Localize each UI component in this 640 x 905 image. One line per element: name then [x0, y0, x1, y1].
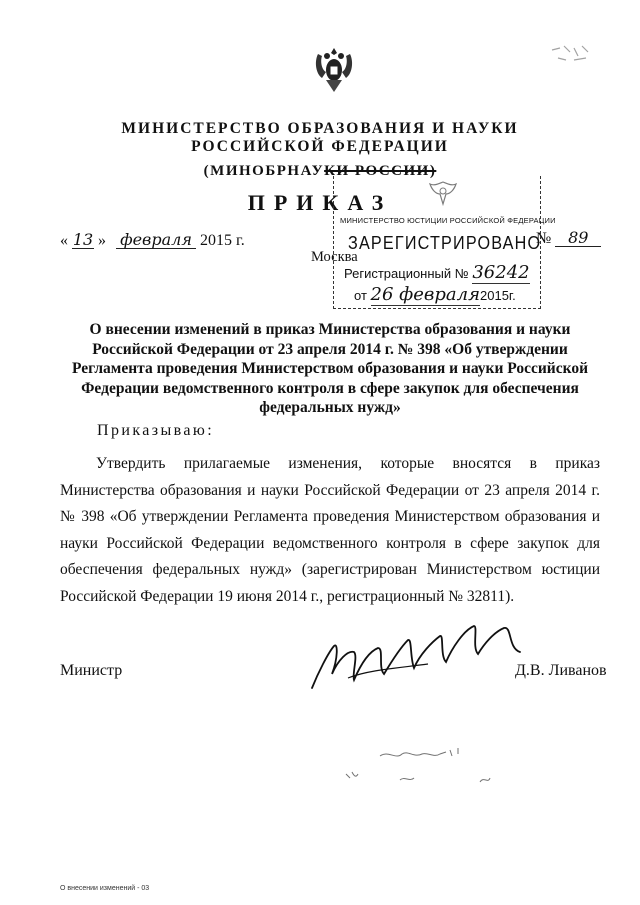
date-open-quote: « [60, 232, 68, 249]
stamp-date-label: от [354, 288, 367, 303]
registration-stamp [333, 176, 556, 309]
ministry-name-line2: РОССИЙСКОЙ ФЕДЕРАЦИИ [191, 138, 449, 155]
ministry-short-name [0, 163, 640, 180]
stamp-registration-number-row [344, 262, 530, 283]
ministry-short-open: (МИНОБРНАУ [203, 163, 325, 179]
order-date [60, 231, 245, 250]
corner-stamp-mark [548, 38, 596, 68]
document-footer-code: О внесении изменений - 03 [60, 885, 150, 892]
stamp-reg-label: Регистрационный № [344, 266, 469, 281]
stamp-date-row [354, 284, 516, 305]
number-value: 89 [555, 229, 601, 247]
order-city: Москва [311, 249, 358, 265]
stamp-reg-number: 36242 [472, 262, 530, 283]
stamp-date-year: 2015г. [480, 288, 516, 303]
coat-of-arms-emblem [312, 44, 356, 96]
order-number [536, 229, 601, 248]
date-close-quote: » [98, 232, 106, 249]
handwritten-annotation [340, 746, 510, 792]
ministry-short-struck: КИ РОССИИ) [324, 163, 437, 179]
handwritten-signature [308, 618, 534, 698]
stamp-registered: ЗАРЕГИСТРИРОВАНО [348, 233, 542, 253]
number-label: № [536, 230, 552, 247]
order-subject: О внесении изменений в приказ Министерства образования и науки Российской Федерации от 23 апреля 2014 г. № 398 «Об утверждении Регламента проведения Министерством образования и науки Российской Федерации ведомственного контроля в сфере закупок для обеспечения федеральных нужд» [71, 321, 589, 416]
stamp-eagle-icon [424, 178, 462, 208]
ministry-name-line1: МИНИСТЕРСТВО ОБРАЗОВАНИЯ И НАУКИ [121, 120, 519, 137]
order-title: ПРИКАЗ [247, 190, 393, 215]
signatory-title: Министр [60, 662, 123, 679]
date-day: 13 [72, 230, 94, 249]
date-year: 2015 г. [200, 232, 245, 249]
stamp-date-value: 26 февраля [370, 284, 481, 305]
order-directive: Приказываю: [97, 422, 215, 439]
date-month: февраля [116, 231, 196, 249]
order-body: Утвердить прилагаемые изменения, которые вносятся в приказ Министерства образования и науки Российской Федерации от 23 апреля 2014 г. № 398 «Об утверждении Регламента проведения Министерством образования и науки Российской Федерации ведомственного контроля в сфере закупок для обеспечения федеральных нужд» (зарегистрирован Министерством юстиции Российской Федерации 19 июня 2014 г., регистрационный № 32811). [60, 455, 600, 605]
stamp-authority: МИНИСТЕРСТВО ЮСТИЦИИ РОССИЙСКОЙ ФЕДЕРАЦИИ [340, 216, 556, 225]
signatory-name: Д.В. Ливанов [515, 662, 607, 679]
